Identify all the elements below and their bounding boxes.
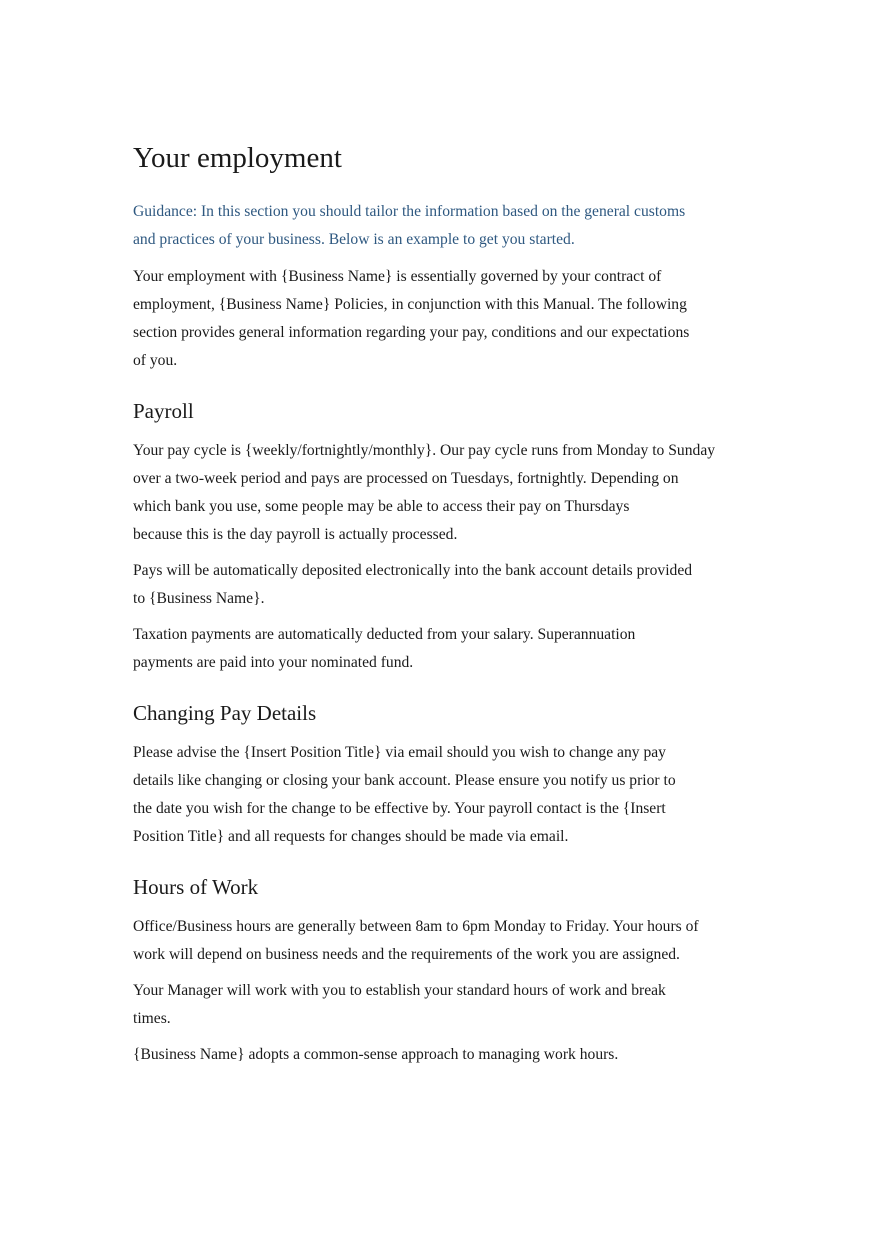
text-line: Please advise the {Insert Position Title} via email should you wish to change any pay	[133, 744, 666, 761]
paragraph	[133, 1041, 745, 1069]
guidance-paragraph	[133, 198, 745, 254]
text-line: which bank you use, some people may be able to access their pay on Thursdays	[133, 498, 630, 515]
text-line: section provides general information regarding your pay, conditions and our expectations	[133, 324, 690, 341]
page-title: Your employment	[133, 142, 342, 174]
section-heading-hours-of-work: Hours of Work	[133, 875, 259, 899]
text-line: to {Business Name}.	[133, 590, 265, 607]
text-line: Your employment with {Business Name} is essentially governed by your contract of	[133, 268, 662, 285]
text-line: over a two-week period and pays are processed on Tuesdays, fortnightly. Depending on	[133, 470, 679, 487]
section-heading-payroll: Payroll	[133, 399, 194, 423]
text-line: Your Manager will work with you to establish your standard hours of work and break	[133, 982, 666, 999]
paragraph	[133, 437, 745, 549]
paragraph	[133, 557, 745, 613]
text-line: Guidance: In this section you should tailor the information based on the general customs	[133, 203, 686, 220]
text-line: work will depend on business needs and the requirements of the work you are assigned.	[133, 946, 680, 963]
text-line: and practices of your business. Below is an example to get you started.	[133, 231, 575, 248]
paragraph	[133, 621, 745, 677]
document-content	[133, 139, 745, 1077]
text-line: Position Title} and all requests for changes should be made via email.	[133, 828, 569, 845]
text-line: details like changing or closing your bank account. Please ensure you notify us prior to	[133, 772, 676, 789]
text-line: Your pay cycle is {weekly/fortnightly/monthly}. Our pay cycle runs from Monday to Sunday	[133, 442, 716, 459]
text-line: because this is the day payroll is actually processed.	[133, 526, 458, 543]
text-line: payments are paid into your nominated fund.	[133, 654, 414, 671]
text-line: times.	[133, 1010, 171, 1027]
paragraph	[133, 739, 745, 851]
text-line: the date you wish for the change to be effective by. Your payroll contact is the {Insert	[133, 800, 666, 817]
section-heading-changing-pay-details: Changing Pay Details	[133, 701, 317, 725]
intro-paragraph	[133, 263, 745, 375]
text-line: of you.	[133, 352, 178, 369]
paragraph	[133, 977, 745, 1033]
text-line: employment, {Business Name} Policies, in conjunction with this Manual. The following	[133, 296, 687, 313]
text-line: Taxation payments are automatically deducted from your salary. Superannuation	[133, 626, 636, 643]
text-line: Pays will be automatically deposited electronically into the bank account details provided	[133, 562, 693, 579]
text-line: Office/Business hours are generally between 8am to 6pm Monday to Friday. Your hours of	[133, 918, 699, 935]
paragraph	[133, 913, 745, 969]
text-line: {Business Name} adopts a common-sense approach to managing work hours.	[133, 1046, 619, 1063]
